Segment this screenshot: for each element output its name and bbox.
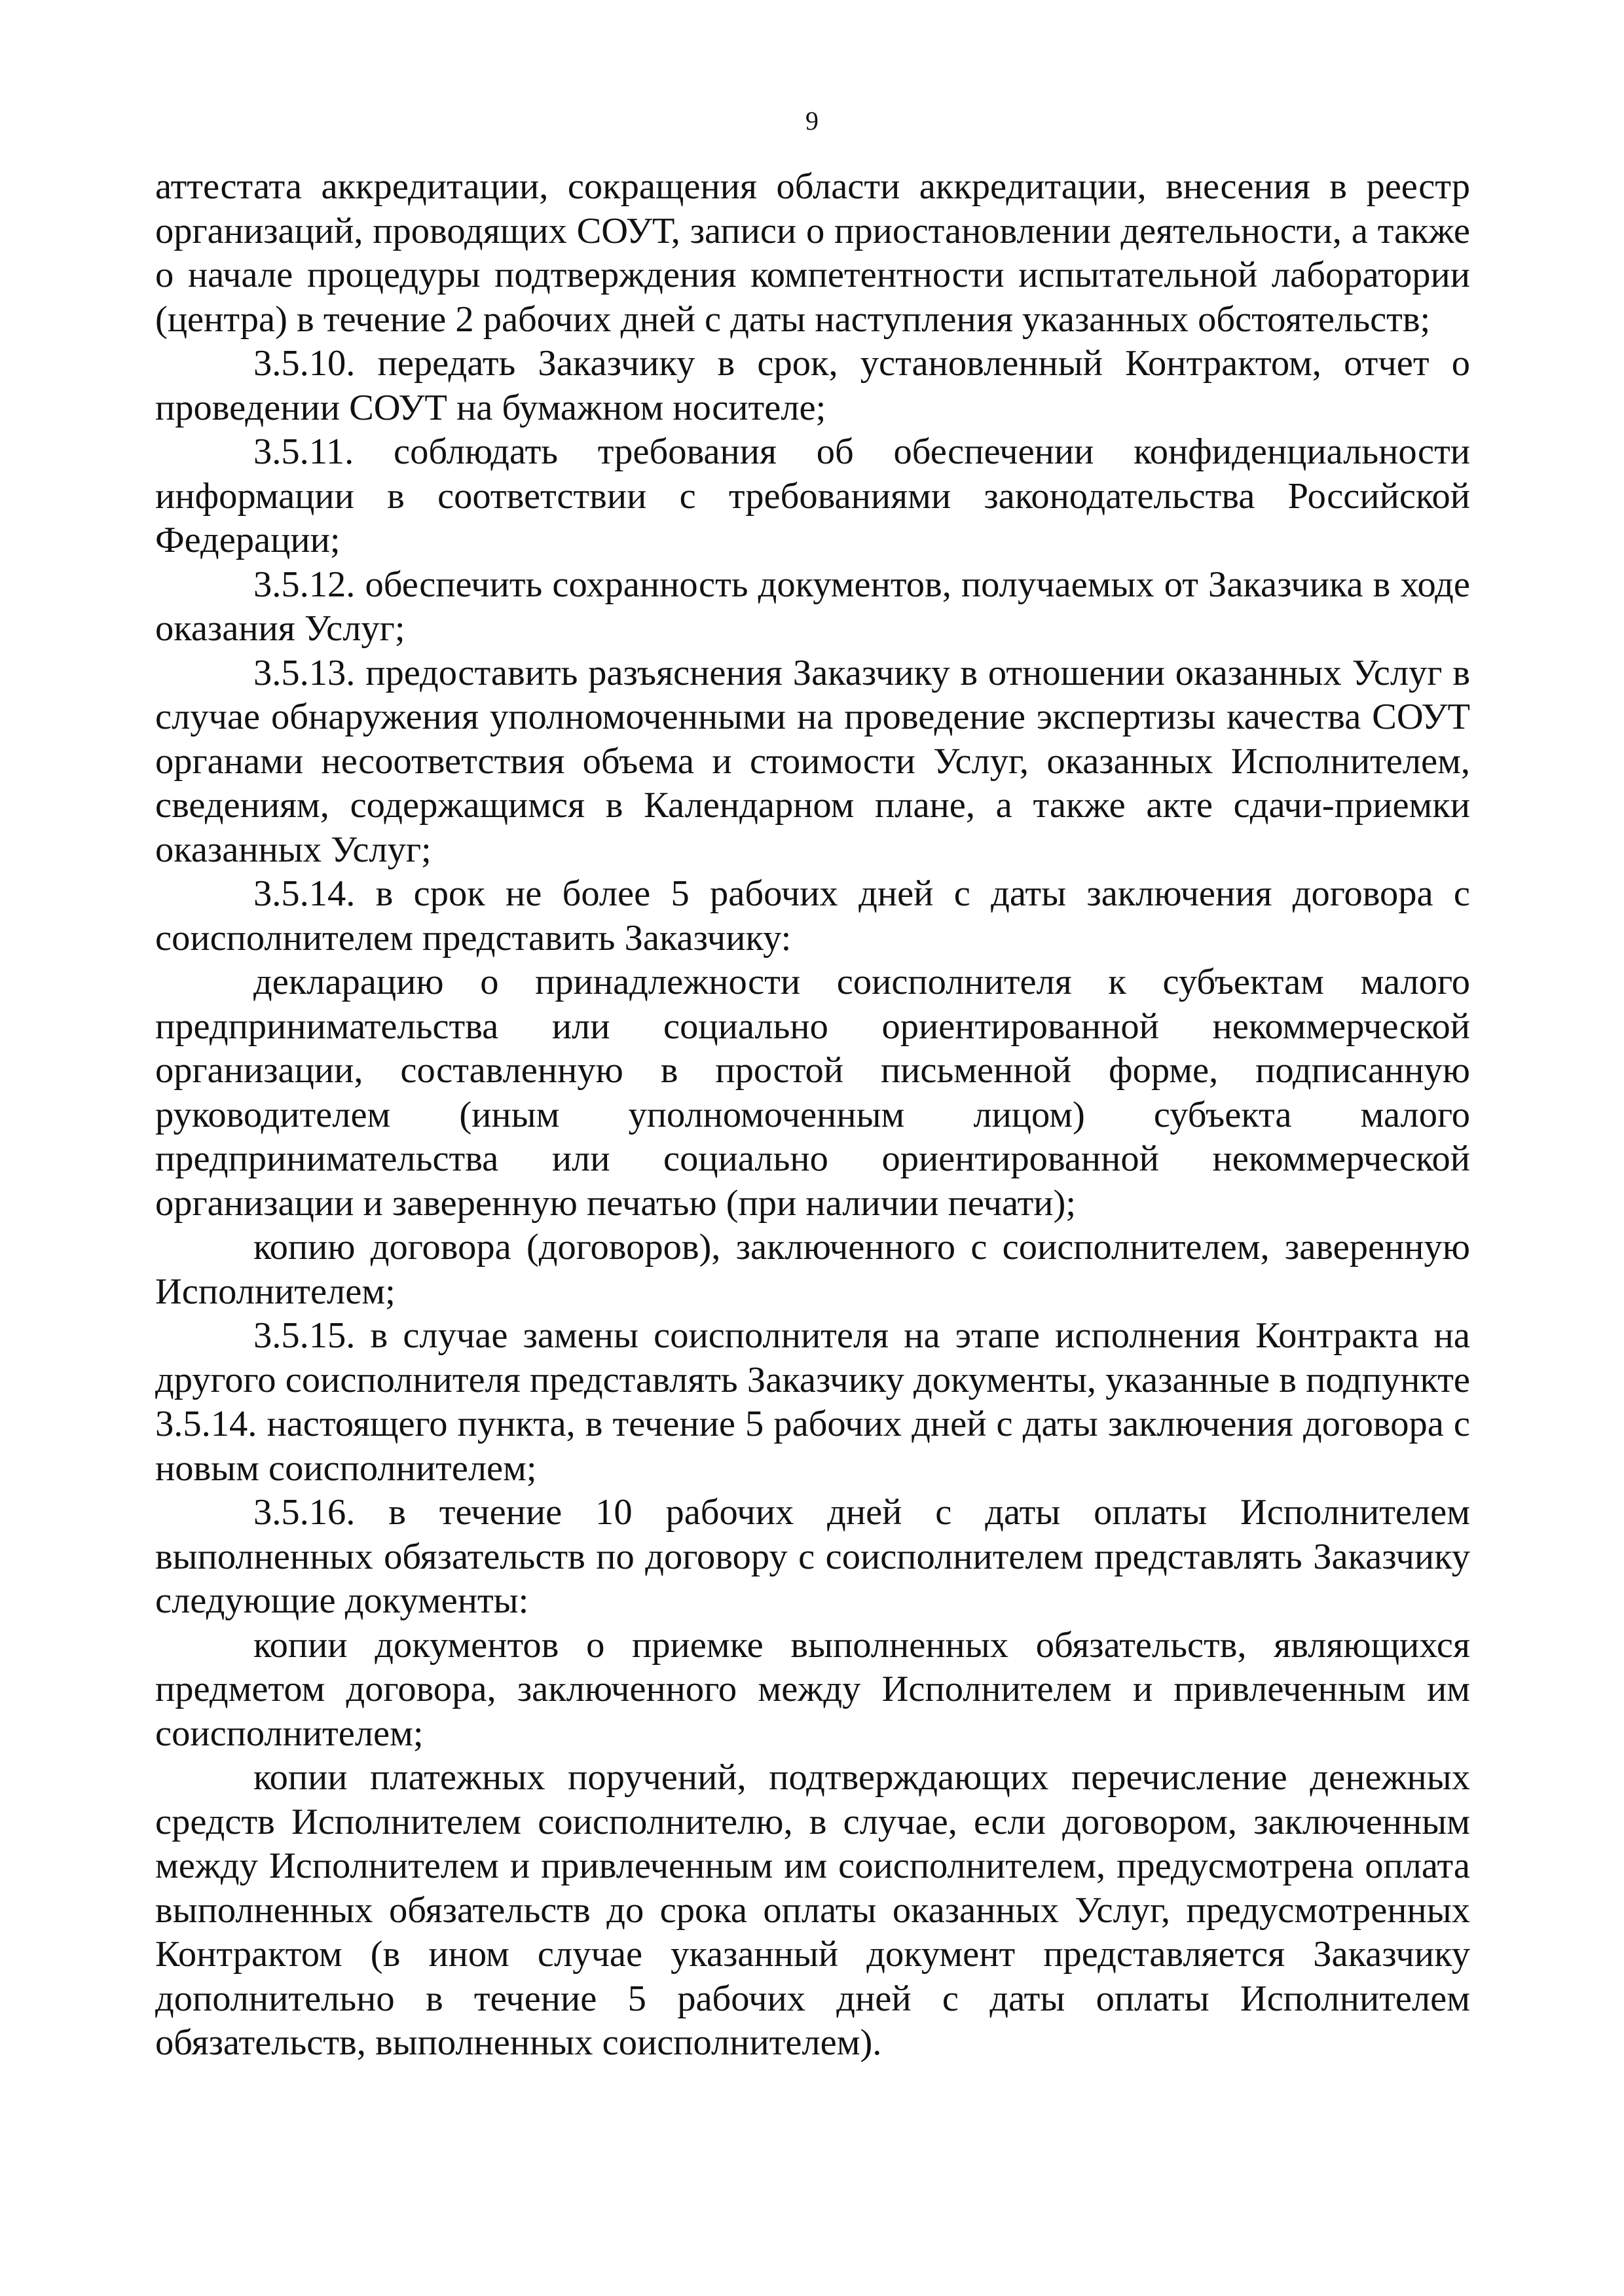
page-number: 9: [805, 106, 819, 136]
document-body: [155, 165, 1470, 2066]
paragraph-3-5-12: 3.5.12. обеспечить сохранность документов, получаемых от Заказчика в ходе оказания Услуг;: [155, 564, 1470, 649]
paragraph-3-5-14: 3.5.14. в срок не более 5 рабочих дней с даты заключения договора с соисполнителем представить Заказчику:: [155, 873, 1470, 958]
paragraph-3-5-15: 3.5.15. в случае замены соисполнителя на этапе исполнения Контракта на другого соисполнителя представлять Заказчику документы, указанные в подпункте 3.5.14. настоящего пункта, в течение 5 рабочих дней с даты заключения договора с новым соисполнителем;: [155, 1315, 1470, 1489]
paragraph-contract-copy: копию договора (договоров), заключенного с соисполнителем, заверенную Исполнителем;: [155, 1227, 1470, 1312]
paragraph-3-5-11: 3.5.11. соблюдать требования об обеспечении конфиденциальности информации в соответствии с требованиями законодательства Российской Федерации;: [155, 431, 1470, 560]
paragraph-acceptance-documents: копии документов о приемке выполненных обязательств, являющихся предметом договора, заключенного между Исполнителем и привлеченным им соисполнителем;: [155, 1624, 1470, 1754]
paragraph-3-5-16: 3.5.16. в течение 10 рабочих дней с даты оплаты Исполнителем выполненных обязательств по договору с соисполнителем представлять Заказчику следующие документы:: [155, 1492, 1470, 1621]
paragraph-continuation: аттестата аккредитации, сокращения области аккредитации, внесения в реестр организаций, проводящих СОУТ, записи о приостановлении деятельности, а также о начале процедуры подтверждения компетентности испытательной лаборатории (центра) в течение 2 рабочих дней с даты наступления указанных обстоятельств;: [155, 166, 1470, 340]
paragraph-payment-orders: копии платежных поручений, подтверждающих перечисление денежных средств Исполнителем соисполнителю, в случае, если договором, заключенным между Исполнителем и привлеченным им соисполнителем, предусмотрена оплата выполненных обязательств до срока оплаты оказанных Услуг, предусмотренных Контрактом (в ином случае указанный документ представляется Заказчику дополнительно в течение 5 рабочих дней с даты оплаты Исполнителем обязательств, выполненных соисполнителем).: [155, 1757, 1470, 2063]
paragraph-3-5-13: 3.5.13. предоставить разъяснения Заказчику в отношении оказанных Услуг в случае обнаружения уполномоченными на проведение экспертизы качества СОУТ органами несоответствия объема и стоимости Услуг, оказанных Исполнителем, сведениям, содержащимся в Календарном плане, а также акте сдачи-приемки оказанных Услуг;: [155, 652, 1470, 870]
paragraph-declaration: декларацию о принадлежности соисполнителя к субъектам малого предпринимательства или социально ориентированной некоммерческой организации, составленную в простой письменной форме, подписанную руководителем (иным уполномоченным лицом) субъекта малого предпринимательства или социально ориентированной некоммерческой организации и заверенную печатью (при наличии печати);: [155, 962, 1470, 1224]
paragraph-3-5-10: 3.5.10. передать Заказчику в срок, установленный Контрактом, отчет о проведении СОУТ на бумажном носителе;: [155, 343, 1470, 428]
